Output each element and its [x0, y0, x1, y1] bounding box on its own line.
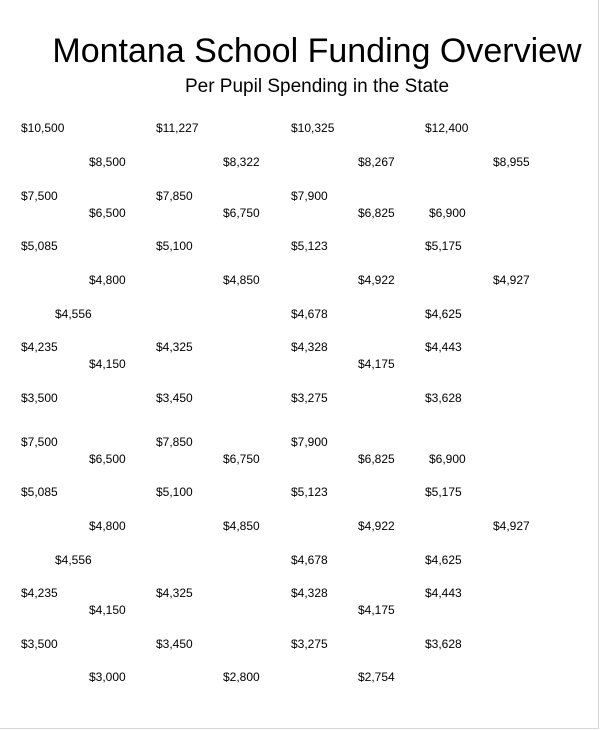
- spending-value: $4,625: [425, 553, 462, 567]
- spending-value: $4,850: [223, 519, 260, 533]
- spending-value: $4,678: [291, 553, 328, 567]
- spending-value: $4,927: [493, 273, 530, 287]
- spending-value: $3,000: [89, 670, 126, 684]
- spending-value: $3,500: [21, 637, 58, 651]
- spending-value: $4,175: [358, 603, 395, 617]
- spending-value: $3,500: [21, 391, 58, 405]
- spending-value: $10,500: [21, 121, 65, 135]
- spending-value: $4,150: [89, 603, 126, 617]
- spending-value: $2,800: [223, 670, 260, 684]
- spending-value: $4,235: [21, 340, 58, 354]
- spending-value: $3,275: [291, 391, 328, 405]
- spending-value: $7,900: [291, 435, 328, 449]
- spending-value: $5,100: [156, 239, 193, 253]
- page-title: Montana School Funding Overview: [52, 32, 582, 70]
- spending-value: $4,800: [89, 273, 126, 287]
- spending-value: $4,328: [291, 340, 328, 354]
- spending-value: $4,678: [291, 307, 328, 321]
- spending-value: $5,175: [425, 485, 462, 499]
- spending-value: $6,900: [429, 206, 466, 220]
- spending-value: $7,900: [291, 189, 328, 203]
- spending-value: $6,825: [358, 452, 395, 466]
- spending-value: $4,443: [425, 340, 462, 354]
- spending-value: $12,400: [425, 121, 469, 135]
- spending-value: $5,123: [291, 239, 328, 253]
- spending-value: $3,628: [425, 391, 462, 405]
- spending-value: $3,450: [156, 391, 193, 405]
- spending-value: $5,175: [425, 239, 462, 253]
- spending-value: $6,500: [89, 452, 126, 466]
- spending-value: $6,825: [358, 206, 395, 220]
- page-subtitle: Per Pupil Spending in the State: [184, 76, 450, 97]
- spending-value: $5,100: [156, 485, 193, 499]
- spending-value: $8,322: [223, 155, 260, 169]
- spending-value: $7,850: [156, 189, 193, 203]
- spending-value: $4,235: [21, 586, 58, 600]
- spending-value: $4,325: [156, 586, 193, 600]
- spending-value: $4,922: [358, 273, 395, 287]
- spending-value: $8,955: [493, 155, 530, 169]
- spending-value: $6,500: [89, 206, 126, 220]
- spending-value: $4,175: [358, 357, 395, 371]
- spending-value: $3,628: [425, 637, 462, 651]
- spending-value: $4,325: [156, 340, 193, 354]
- spending-value: $4,328: [291, 586, 328, 600]
- spending-value: $4,556: [55, 307, 92, 321]
- spending-value: $4,800: [89, 519, 126, 533]
- spending-value: $4,850: [223, 273, 260, 287]
- spending-value: $5,123: [291, 485, 328, 499]
- spending-value: $8,267: [358, 155, 395, 169]
- spending-value: $6,750: [223, 452, 260, 466]
- spending-value: $2,754: [358, 670, 395, 684]
- spending-value: $6,900: [429, 452, 466, 466]
- spending-value: $4,922: [358, 519, 395, 533]
- spending-value: $8,500: [89, 155, 126, 169]
- spending-value: $4,556: [55, 553, 92, 567]
- spending-value: $4,443: [425, 586, 462, 600]
- spending-value: $4,150: [89, 357, 126, 371]
- spending-value: $3,275: [291, 637, 328, 651]
- spending-value: $7,500: [21, 189, 58, 203]
- spending-value: $10,325: [291, 121, 335, 135]
- spending-value: $11,227: [156, 121, 199, 135]
- spending-value: $5,085: [21, 485, 58, 499]
- spending-value: $4,625: [425, 307, 462, 321]
- spending-value: $5,085: [21, 239, 58, 253]
- spending-value: $7,500: [21, 435, 58, 449]
- spending-value: $6,750: [223, 206, 260, 220]
- spending-value: $7,850: [156, 435, 193, 449]
- spending-value: $3,450: [156, 637, 193, 651]
- spending-value: $4,927: [493, 519, 530, 533]
